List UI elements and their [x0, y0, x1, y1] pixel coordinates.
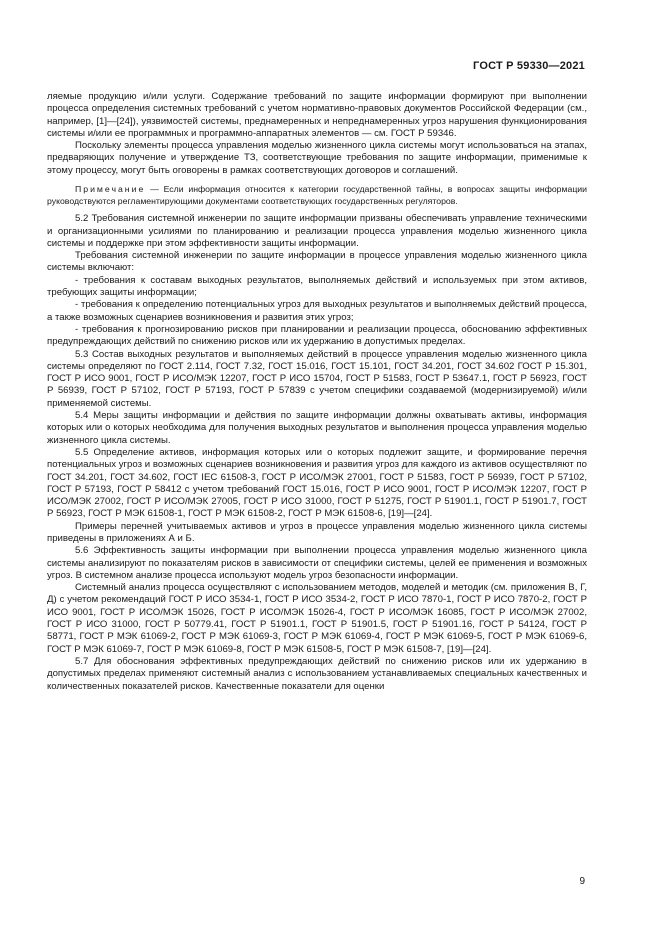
paragraph: 5.2 Требования системной инженерии по защите информации призваны обеспечивать управление техническими и организационными усилиями по планированию и реализации процесса управления моделью жизненного цикла системы и поддержке при этом эффективности защиты информации.: [47, 213, 587, 249]
standard-header: ГОСТ Р 59330—2021: [473, 60, 585, 72]
note-label: Примечание: [75, 184, 146, 195]
paragraph: 5.5 Определение активов, информация которых или о которых подлежит защите, и формирование перечня потенциальных угроз и возможных сценариев возникновения и развития угроз для каждого из активов осуществляют по ГОСТ 34.201, ГОСТ 34.602, ГОСТ IEC 61508-3, ГОСТ Р ИСО/МЭК 27001, ГОСТ Р 51583, ГОСТ Р 56939, ГОСТ Р 57102, ГОСТ Р 57193, ГОСТ Р 58412 с учетом требований ГОСТ 15.016, ГОСТ Р ИСО 9001, ГОСТ Р ИСО/МЭК 12207, ГОСТ Р ИСО/МЭК 27002, ГОСТ Р ИСО/МЭК 27005, ГОСТ Р ИСО 31000, ГОСТ Р 51275, ГОСТ Р 51901.1, ГОСТ Р 51901.7, ГОСТ Р 56923, ГОСТ Р МЭК 61508-1, ГОСТ Р МЭК 61508-2, ГОСТ Р МЭК 61508-6, [19]—[24].: [47, 446, 587, 520]
paragraph: Требования системной инженерии по защите информации в процессе управления моделью жизненного цикла системы включают:: [47, 250, 587, 274]
paragraph: 5.6 Эффективность защиты информации при выполнении процесса управления моделью жизненного цикла системы анализируют по показателям рисков в зависимости от специфики системы, целей ее применения и возможных угроз. В системном анализе процесса используют модель угроз безопасности информации.: [47, 545, 587, 581]
note: [47, 184, 587, 207]
page-number: 9: [579, 876, 585, 887]
paragraph: Поскольку элементы процесса управления моделью жизненного цикла системы могут использоваться на этапах, предваряющих получение и утверждение ТЗ, соответствующие требования по защите информации, применимые к этому процессу, могут быть оговорены в рамках соответствующих договоров и соглашений.: [47, 140, 587, 176]
list-item: - требования к прогнозированию рисков при планировании и реализации процесса, обоснованию эффективных предупреждающих действий по снижению рисков или их удержанию в допустимых пределах.: [47, 323, 587, 348]
paragraph: 5.4 Меры защиты информации и действия по защите информации должны охватывать активы, информация которых или о которых необходима для получения выходных результатов и выполнения процесса управления моделью жизненного цикла системы.: [47, 410, 587, 446]
paragraph: Системный анализ процесса осуществляют с использованием методов, моделей и методик (см. приложения В, Г, Д) с учетом рекомендаций ГОСТ Р ИСО 3534-1, ГОСТ Р ИСО 3534-2, ГОСТ Р ИСО 7870-1, ГОСТ Р ИСО 7870-2, ГОСТ Р ИСО 9001, ГОСТ Р ИСО/МЭК 15026, ГОСТ Р ИСО/МЭК 15026-4, ГОСТ Р ИСО/МЭК 16085, ГОСТ Р ИСО/МЭК 27002, ГОСТ Р ИСО 31000, ГОСТ Р 50779.41, ГОСТ Р 51901.1, ГОСТ Р 51901.5, ГОСТ Р 51901.16, ГОСТ Р 54124, ГОСТ Р 58771, ГОСТ Р МЭК 61069-2, ГОСТ Р МЭК 61069-3, ГОСТ Р МЭК 61069-4, ГОСТ Р МЭК 61069-5, ГОСТ Р МЭК 61069-6, ГОСТ Р МЭК 61069-7, ГОСТ Р МЭК 61069-8, ГОСТ Р МЭК 61508-5, ГОСТ Р МЭК 61508-7, [19]—[24].: [47, 582, 587, 655]
document-body: [47, 91, 587, 693]
paragraph: ляемые продукцию и/или услуги. Содержание требований по защите информации формируют при выполнении процесса определения системных требований с учетом нормативно-правовых документов Российской Федерации (см., например, [1]—[24]), уязвимостей системы, преднамеренных и непреднамеренных угроз нарушения функционирования системы и/или ее программных и программно-аппаратных элементов — см. ГОСТ Р 59346.: [47, 91, 587, 139]
note-text: — Если информация относится к категории государственной тайны, в вопросах защиты информации руководствуются регламентирующими документами соответствующих государственных регуляторов.: [47, 184, 587, 206]
paragraph: Примеры перечней учитываемых активов и угроз в процессе управления моделью жизненного цикла системы приведены в приложениях А и Б.: [47, 520, 587, 544]
paragraph: 5.7 Для обоснования эффективных предупреждающих действий по снижению рисков или их удержанию в допустимых пределах применяют системный анализ с использованием устанавливаемых специальных качественных и количественных показателей рисков. Качественные показатели для оценки: [47, 655, 587, 692]
paragraph: 5.3 Состав выходных результатов и выполняемых действий в процессе управления моделью жизненного цикла системы определяют по ГОСТ 2.114, ГОСТ 7.32, ГОСТ 15.016, ГОСТ 15.101, ГОСТ 34.201, ГОСТ 34.602 ГОСТ Р 15.301, ГОСТ Р ИСО 9001, ГОСТ Р ИСО/МЭК 12207, ГОСТ Р ИСО 15704, ГОСТ Р 51583, ГОСТ Р 53647.1, ГОСТ Р 56923, ГОСТ Р 56939, ГОСТ Р 57102, ГОСТ Р 57193, ГОСТ Р 57839 с учетом специфики создаваемой (модернизируемой) и/или применяемой системы.: [47, 348, 587, 409]
list-item: - требования к составам выходных результатов, выполняемых действий и используемых при этом активов, требующих защиты информации;: [47, 274, 587, 299]
list-item: - требования к определению потенциальных угроз для выходных результатов и выполняемых действий процесса, а также возможных сценариев возникновения и развития этих угроз;: [47, 299, 587, 323]
